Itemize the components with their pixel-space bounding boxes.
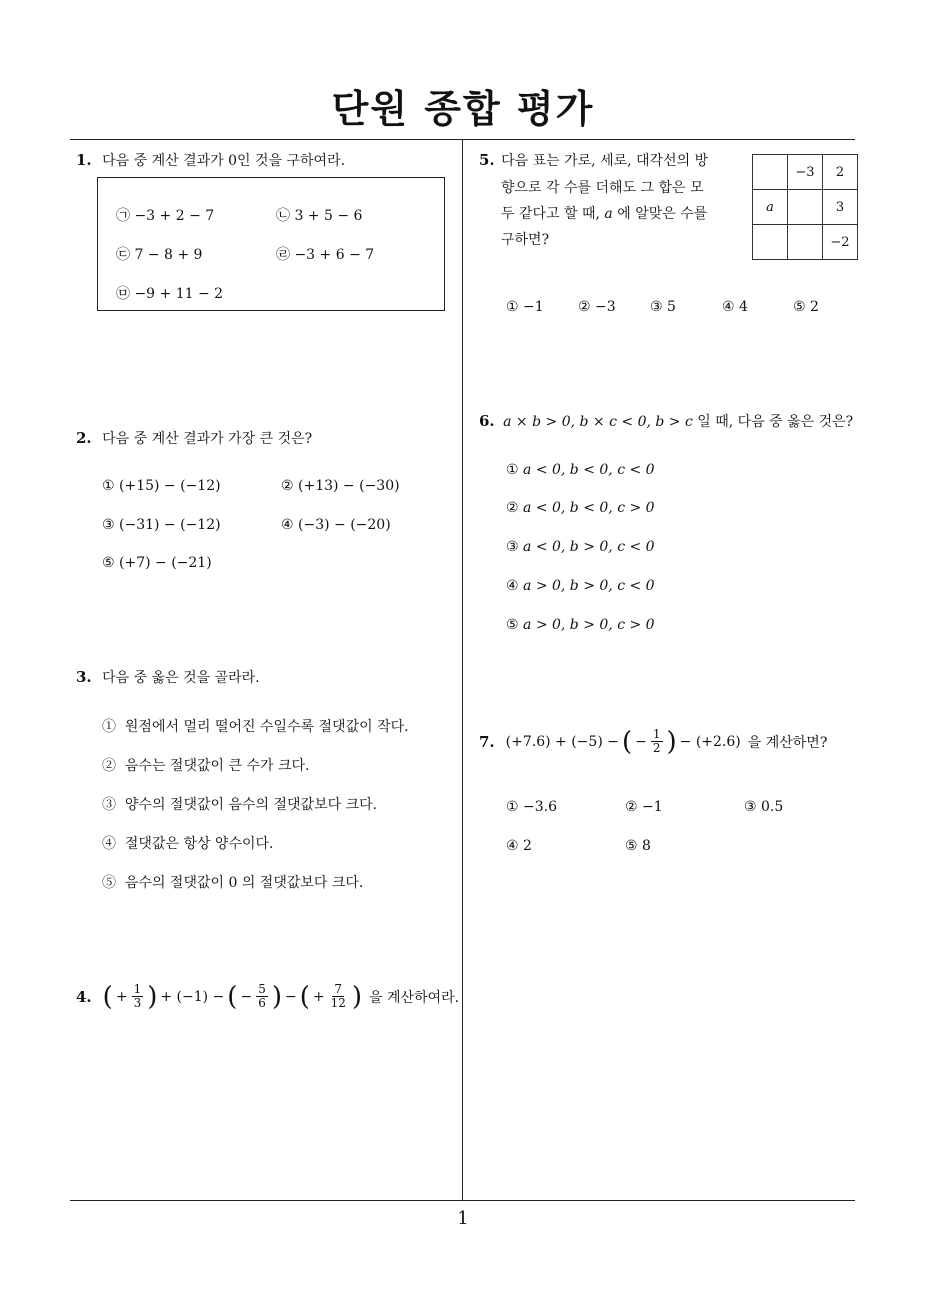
choice-mark: ③ — [102, 517, 115, 533]
denominator: 3 — [133, 996, 142, 1010]
choice-expr: (+7) − (−21) — [119, 555, 212, 571]
question-4 — [76, 983, 459, 1010]
choice-mark: ④ — [281, 517, 294, 533]
numerator: 5 — [258, 982, 266, 996]
choice-item[interactable] — [793, 299, 819, 315]
choice-item[interactable] — [506, 462, 655, 478]
choice-item[interactable] — [116, 283, 223, 303]
question-number: 3. — [76, 668, 92, 686]
denominator: 2 — [652, 741, 661, 755]
numerator: 1 — [652, 727, 661, 741]
choice-mark: ④ — [102, 836, 116, 852]
choice-expr: (−31) − (−12) — [119, 517, 221, 533]
choice-item[interactable] — [276, 205, 362, 225]
choice-expr: 7 − 8 + 9 — [134, 247, 203, 263]
choice-item[interactable] — [744, 799, 783, 815]
choice-mark: ② — [281, 478, 294, 494]
grid-cell: −3 — [788, 155, 823, 190]
choice-mark: ② — [506, 500, 519, 516]
choice-item[interactable] — [506, 617, 655, 633]
choice-mark: ⑤ — [102, 875, 116, 891]
grid-cell — [788, 225, 823, 260]
choice-mark: ㉤ — [116, 286, 130, 302]
paren-close: ) — [271, 981, 282, 1012]
choice-expr: a > 0, b > 0, c > 0 — [523, 617, 655, 633]
choice-mark: ① — [506, 462, 519, 478]
magic-square-table — [752, 154, 858, 260]
expr-head: (+7.6) + (−5) − — [505, 733, 619, 750]
question-text: 두 같다고 할 때, — [501, 206, 600, 222]
fraction — [256, 983, 268, 1010]
choice-mark: ③ — [650, 299, 663, 315]
choice-item[interactable] — [578, 299, 616, 315]
paren-close: ) — [351, 981, 363, 1012]
question-3 — [76, 667, 260, 687]
choice-expr: 음수는 절댓값이 큰 수가 크다. — [124, 758, 310, 774]
expr-after: − (+2.6) — [679, 733, 741, 750]
grid-cell — [753, 225, 788, 260]
choice-expr: 2 — [810, 299, 819, 315]
choice-expr: 음수의 절댓값이 0 의 절댓값보다 크다. — [124, 875, 364, 891]
choice-expr: −9 + 11 − 2 — [134, 286, 224, 302]
denominator: 12 — [330, 996, 346, 1010]
grid-cell: 3 — [823, 190, 858, 225]
sign: + — [312, 988, 325, 1005]
choice-expr: (+15) − (−12) — [119, 478, 221, 494]
paren-open: ( — [299, 981, 310, 1012]
choice-item[interactable] — [506, 299, 544, 315]
choice-item[interactable] — [102, 872, 363, 892]
fraction — [132, 983, 144, 1010]
question-number: 1. — [76, 151, 92, 169]
choice-expr: 원점에서 멀리 떨어진 수일수록 절댓값이 작다. — [124, 719, 409, 735]
choice-item[interactable] — [276, 244, 374, 264]
choice-item[interactable] — [625, 838, 651, 854]
question-6 — [479, 411, 853, 431]
choice-expr: 3 + 5 − 6 — [294, 208, 363, 224]
grid-cell — [753, 155, 788, 190]
choice-expr: a < 0, b < 0, c > 0 — [523, 500, 655, 516]
choice-item[interactable] — [506, 799, 557, 815]
expr-mid: + (−1) − — [160, 988, 225, 1005]
grid-cell: a — [753, 190, 788, 225]
choice-mark: ⑤ — [625, 838, 638, 854]
choice-expr: 4 — [739, 299, 748, 315]
choice-item[interactable] — [506, 500, 655, 516]
choice-mark: ② — [102, 758, 116, 774]
choice-expr: −1 — [642, 799, 663, 815]
operator: − — [284, 988, 297, 1005]
choice-expr: a > 0, b > 0, c < 0 — [523, 578, 655, 594]
choice-expr: 절댓값은 항상 양수이다. — [124, 836, 274, 852]
choice-item[interactable] — [102, 794, 377, 814]
choice-mark: ⑤ — [793, 299, 806, 315]
question-2 — [76, 428, 312, 448]
choice-mark: ③ — [744, 799, 757, 815]
choice-expr: 8 — [642, 838, 651, 854]
choice-item[interactable] — [116, 205, 214, 225]
question-text: 을 계산하면? — [747, 734, 828, 751]
choice-expr: −3 — [595, 299, 616, 315]
choice-item[interactable] — [722, 299, 748, 315]
fraction — [329, 983, 348, 1010]
question-text: 구하면? — [501, 232, 550, 248]
question-text: 에 알맞은 수를 — [617, 206, 708, 222]
variable: a — [604, 206, 613, 222]
choice-expr: −3 + 6 − 7 — [294, 247, 375, 263]
choice-expr: 5 — [667, 299, 676, 315]
grid-cell — [788, 190, 823, 225]
choice-item[interactable] — [281, 517, 391, 533]
question-text: 일 때, 다음 중 옳은 것은? — [697, 414, 854, 430]
paren-open: ( — [621, 726, 633, 757]
page-title: 단원 종합 평가 — [331, 87, 595, 131]
choice-item[interactable] — [102, 755, 309, 775]
choice-expr: 양수의 절댓값이 음수의 절댓값보다 크다. — [124, 797, 378, 813]
page-number: 1 — [457, 1208, 469, 1229]
question-text: 다음 중 옳은 것을 골라라. — [102, 670, 260, 686]
choice-item[interactable] — [281, 478, 400, 494]
choice-mark: ㉢ — [116, 247, 130, 263]
condition-expr: a × b > 0, b × c < 0, b > c — [503, 414, 693, 430]
choice-item[interactable] — [650, 299, 676, 315]
question-number: 5. — [479, 151, 495, 169]
choice-expr: −3 + 2 − 7 — [134, 208, 215, 224]
choice-mark: ④ — [722, 299, 735, 315]
choice-mark: ④ — [506, 838, 519, 854]
question-number: 6. — [479, 412, 495, 430]
choice-expr: a < 0, b < 0, c < 0 — [523, 462, 655, 478]
question-number: 4. — [76, 987, 92, 1006]
choice-mark: ⑤ — [102, 555, 115, 571]
choice-mark: ② — [625, 799, 638, 815]
denominator: 6 — [258, 996, 266, 1010]
choice-item[interactable] — [506, 578, 655, 594]
fraction — [651, 728, 663, 755]
choice-mark: ① — [102, 478, 115, 494]
numerator: 1 — [133, 982, 142, 996]
question-text-line — [501, 203, 707, 223]
question-text: 다음 표는 가로, 세로, 대각선의 방 — [501, 153, 709, 169]
choice-item[interactable] — [102, 716, 409, 736]
column-divider — [462, 139, 463, 1201]
choice-mark: ㉠ — [116, 208, 130, 224]
question-1 — [76, 150, 345, 170]
choice-item[interactable] — [625, 799, 663, 815]
sign: − — [240, 988, 253, 1005]
choice-mark: ① — [102, 719, 116, 735]
choice-expr: 0.5 — [761, 799, 784, 815]
choice-item[interactable] — [506, 838, 532, 854]
choice-mark: ㉡ — [276, 208, 290, 224]
choice-expr: a < 0, b > 0, c < 0 — [523, 539, 655, 555]
choice-mark: ① — [506, 799, 519, 815]
bottom-rule — [70, 1200, 855, 1201]
question-5 — [479, 150, 708, 170]
choice-expr: 2 — [523, 838, 532, 854]
paren-open: ( — [227, 981, 238, 1012]
choice-item[interactable] — [116, 244, 202, 264]
choice-item[interactable] — [102, 555, 212, 571]
choice-expr: (−3) − (−20) — [298, 517, 391, 533]
choice-expr: −3.6 — [523, 799, 558, 815]
choice-mark: ② — [578, 299, 591, 315]
choice-mark: ④ — [506, 578, 519, 594]
choice-mark: ① — [506, 299, 519, 315]
choice-mark: ⑤ — [506, 617, 519, 633]
question-7 — [479, 728, 827, 755]
choice-item[interactable] — [102, 833, 274, 853]
sign: + — [115, 988, 128, 1005]
grid-cell: −2 — [823, 225, 858, 260]
paren-open: ( — [102, 981, 113, 1012]
question-number: 7. — [479, 732, 495, 751]
choice-mark: ㉣ — [276, 247, 290, 263]
paren-close: ) — [666, 726, 677, 757]
choice-expr: (+13) − (−30) — [298, 478, 400, 494]
question-text: 향으로 각 수를 더해도 그 합은 모 — [501, 180, 704, 196]
numerator: 7 — [334, 982, 343, 996]
sign: − — [635, 733, 647, 750]
paren-close: ) — [147, 981, 158, 1012]
choice-item[interactable] — [506, 539, 655, 555]
choice-expr: −1 — [523, 299, 544, 315]
choice-mark: ③ — [102, 797, 116, 813]
question-text: 을 계산하여라. — [369, 989, 460, 1006]
choice-item[interactable] — [102, 517, 221, 533]
question-text: 다음 중 계산 결과가 가장 큰 것은? — [102, 431, 313, 447]
question-number: 2. — [76, 429, 92, 447]
question-text: 다음 중 계산 결과가 0인 것을 구하여라. — [102, 153, 346, 169]
grid-cell: 2 — [823, 155, 858, 190]
choice-mark: ③ — [506, 539, 519, 555]
choice-item[interactable] — [102, 478, 221, 494]
